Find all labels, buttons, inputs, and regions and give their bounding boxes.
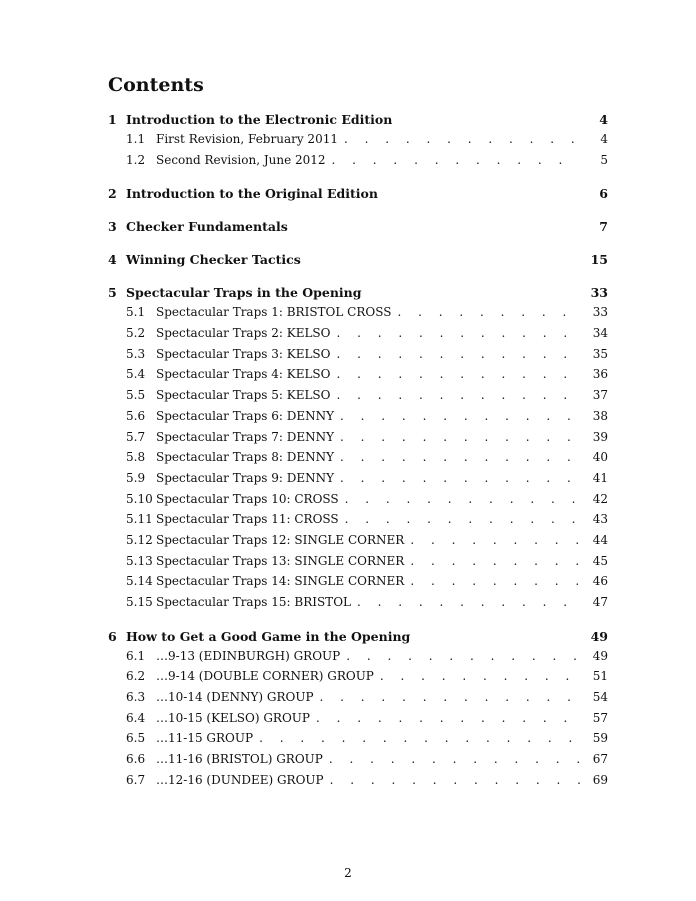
dot-leader [316, 711, 580, 725]
section-page: 36 [592, 367, 608, 382]
section-num: 5.13 [126, 553, 153, 568]
dot-leader [345, 512, 580, 526]
section-title: Spectacular Traps 8: DENNY [156, 450, 335, 465]
section-page: 57 [592, 710, 608, 725]
toc-section-6.3[interactable] [108, 690, 608, 711]
toc-section-5.13[interactable] [108, 554, 608, 575]
chapter-num: 1 [108, 112, 117, 127]
section-title: Spectacular Traps 2: KELSO [156, 326, 331, 341]
section-num: 6.3 [126, 690, 146, 705]
section-page: 44 [592, 532, 608, 547]
section-title: Spectacular Traps 5: KELSO [156, 388, 331, 403]
chapter-title: Introduction to the Original Edition [126, 186, 378, 202]
chapter-page: 15 [590, 252, 608, 268]
dot-leader [346, 649, 580, 663]
section-page: 40 [592, 450, 608, 465]
chapter-num: 3 [108, 219, 117, 235]
section-title: Spectacular Traps 4: KELSO [156, 367, 331, 382]
section-page: 5 [600, 152, 608, 167]
toc-section-5.1[interactable] [108, 305, 608, 326]
chapter-num: 5 [108, 285, 117, 301]
toc-section-5.12[interactable] [108, 533, 608, 554]
section-num: 5.12 [126, 532, 153, 547]
section-num: 5.9 [126, 470, 146, 485]
section-title: Spectacular Traps 3: KELSO [156, 346, 331, 361]
dot-leader [410, 574, 580, 588]
toc-section-5.10[interactable] [108, 492, 608, 513]
section-title: …11-15 GROUP [156, 731, 254, 746]
dot-leader [345, 492, 580, 506]
chapter-spacer [108, 239, 608, 252]
section-title: Spectacular Traps 6: DENNY [156, 408, 335, 423]
chapter-page: 49 [590, 628, 608, 644]
section-page: 4 [600, 132, 608, 146]
section-num: 5.7 [126, 429, 146, 444]
section-title: First Revision, February 2011 [156, 132, 338, 146]
page-title: Contents [108, 74, 204, 96]
section-num: 5.11 [126, 512, 153, 527]
dot-leader [330, 773, 580, 787]
section-num: 6.4 [126, 710, 146, 725]
dot-leader [340, 409, 580, 423]
section-page: 33 [592, 305, 608, 320]
dot-leader [410, 533, 580, 547]
section-page: 54 [592, 690, 608, 705]
section-num: 5.4 [126, 367, 146, 382]
table-of-contents [108, 112, 608, 794]
section-num: 6.6 [126, 752, 146, 767]
section-page: 59 [592, 731, 608, 746]
dot-leader [337, 367, 581, 381]
toc-section-1.1[interactable] [108, 132, 608, 153]
dot-leader [337, 326, 581, 340]
section-num: 6.5 [126, 731, 146, 746]
section-title: …9-13 (EDINBURGH) GROUP [156, 648, 341, 663]
toc-section-6.7[interactable] [108, 773, 608, 794]
section-num: 5.15 [126, 595, 153, 609]
chapter-title: Winning Checker Tactics [126, 252, 301, 268]
page-number: 2 [344, 866, 352, 880]
section-num: 5.5 [126, 388, 146, 403]
section-num: 1.1 [126, 132, 146, 146]
dot-leader [332, 153, 580, 167]
section-page: 39 [592, 429, 608, 444]
toc-section-6.6[interactable] [108, 752, 608, 773]
chapter-page: 7 [599, 219, 608, 235]
toc-section-5.2[interactable] [108, 326, 608, 347]
section-num: 6.1 [126, 648, 146, 663]
chapter-title: Spectacular Traps in the Opening [126, 285, 362, 301]
dot-leader [329, 752, 580, 766]
chapter-page: 33 [590, 285, 608, 301]
section-title: Second Revision, June 2012 [156, 152, 326, 167]
chapter-spacer [108, 173, 608, 186]
dot-leader [320, 690, 580, 704]
toc-chapter-5[interactable] [108, 285, 608, 305]
section-num: 6.7 [126, 772, 146, 787]
section-title: Spectacular Traps 14: SINGLE CORNER [156, 574, 405, 589]
section-title: Spectacular Traps 10: CROSS [156, 491, 339, 506]
dot-leader [340, 450, 580, 464]
toc-chapter-4[interactable] [108, 252, 608, 272]
toc-section-6.1[interactable] [108, 649, 608, 670]
section-page: 35 [592, 346, 608, 361]
toc-section-6.5[interactable] [108, 731, 608, 752]
toc-chapter-6[interactable] [108, 629, 608, 649]
section-num: 5.1 [126, 305, 146, 320]
section-title: Spectacular Traps 9: DENNY [156, 470, 335, 485]
toc-section-5.14[interactable] [108, 574, 608, 595]
section-title: …11-16 (BRISTOL) GROUP [156, 752, 323, 767]
toc-section-6.4[interactable] [108, 711, 608, 732]
section-page: 41 [592, 470, 608, 485]
section-num: 5.6 [126, 408, 146, 423]
section-num: 5.3 [126, 346, 146, 361]
section-num: 5.14 [126, 574, 153, 589]
section-page: 47 [592, 595, 608, 609]
toc-section-5.15[interactable] [108, 595, 608, 616]
chapter-num: 4 [108, 252, 117, 268]
section-num: 1.2 [126, 152, 146, 167]
chapter-spacer [108, 206, 608, 219]
section-page: 45 [592, 553, 608, 568]
toc-section-5.7[interactable] [108, 430, 608, 451]
dot-leader [259, 731, 580, 745]
chapter-spacer [108, 272, 608, 285]
toc-chapter-1[interactable] [108, 112, 608, 132]
dot-leader [357, 595, 580, 609]
section-page: 46 [592, 574, 608, 589]
toc-section-1.2[interactable] [108, 153, 608, 174]
section-title: …9-14 (DOUBLE CORNER) GROUP [156, 669, 374, 684]
section-title: Spectacular Traps 13: SINGLE CORNER [156, 553, 405, 568]
chapter-num: 2 [108, 186, 117, 202]
dot-leader [397, 305, 580, 319]
chapter-title: Introduction to the Electronic Edition [126, 112, 393, 127]
section-title: Spectacular Traps 12: SINGLE CORNER [156, 532, 405, 547]
toc-section-5.4[interactable] [108, 367, 608, 388]
chapter-page: 6 [599, 186, 608, 202]
section-page: 37 [592, 388, 608, 403]
dot-leader [340, 471, 580, 485]
section-title: …10-15 (KELSO) GROUP [156, 710, 310, 725]
section-title: …10-14 (DENNY) GROUP [156, 690, 314, 705]
toc-chapter-2[interactable] [108, 186, 608, 206]
section-page: 38 [592, 408, 608, 423]
chapter-title: Checker Fundamentals [126, 219, 288, 235]
section-title: Spectacular Traps 7: DENNY [156, 429, 335, 444]
dot-leader [337, 388, 581, 402]
section-num: 5.2 [126, 326, 146, 341]
chapter-page: 4 [599, 112, 608, 127]
section-page: 51 [592, 669, 608, 684]
toc-section-6.2[interactable] [108, 669, 608, 690]
section-page: 69 [592, 772, 608, 787]
section-title: Spectacular Traps 15: BRISTOL [156, 595, 351, 609]
chapter-spacer [108, 616, 608, 629]
section-page: 43 [592, 512, 608, 527]
toc-section-5.11[interactable] [108, 512, 608, 533]
section-num: 5.10 [126, 491, 153, 506]
toc-section-5.5[interactable] [108, 388, 608, 409]
dot-leader [344, 132, 580, 146]
section-num: 5.8 [126, 450, 146, 465]
toc-section-5.3[interactable] [108, 347, 608, 368]
section-page: 34 [592, 326, 608, 341]
section-title: Spectacular Traps 11: CROSS [156, 512, 339, 527]
section-title: …12-16 (DUNDEE) GROUP [156, 772, 324, 787]
section-title: Spectacular Traps 1: BRISTOL CROSS [156, 305, 392, 320]
section-page: 49 [592, 648, 608, 663]
section-page: 67 [592, 752, 608, 767]
toc-section-5.8[interactable] [108, 450, 608, 471]
toc-section-5.9[interactable] [108, 471, 608, 492]
toc-section-5.6[interactable] [108, 409, 608, 430]
chapter-num: 6 [108, 628, 117, 644]
dot-leader [337, 347, 581, 361]
section-page: 42 [592, 491, 608, 506]
dot-leader [380, 669, 580, 683]
section-num: 6.2 [126, 669, 146, 684]
toc-chapter-3[interactable] [108, 219, 608, 239]
chapter-title: How to Get a Good Game in the Opening [126, 628, 411, 644]
dot-leader [410, 554, 580, 568]
dot-leader [340, 430, 580, 444]
